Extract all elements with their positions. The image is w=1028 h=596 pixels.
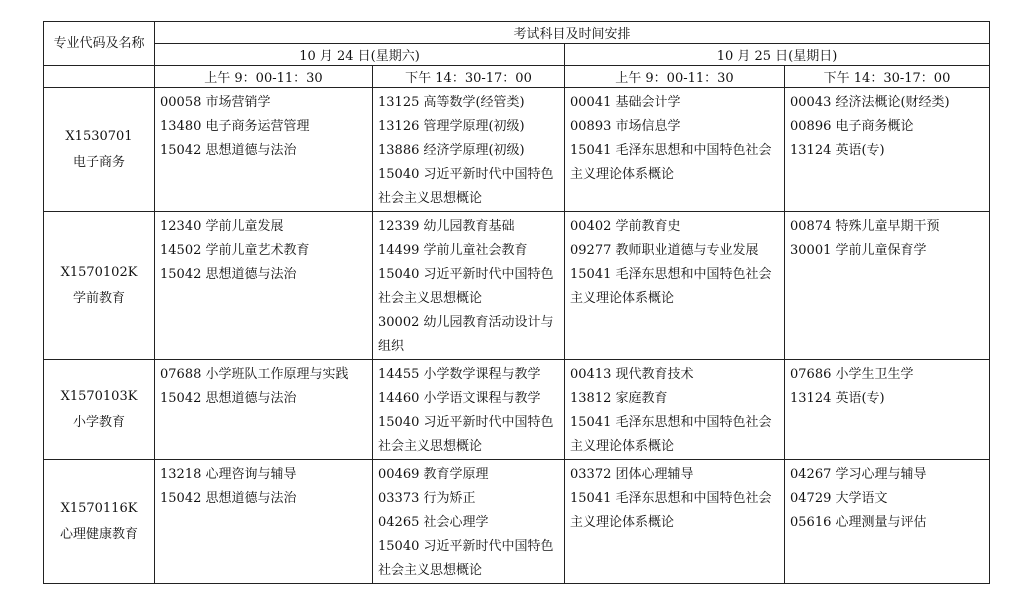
exam-title: 考试科目及时间安排 (155, 22, 990, 44)
table-row (44, 460, 990, 584)
subject-cell (565, 212, 785, 360)
subject-line: 00041 基础会计学 (570, 95, 681, 110)
subject-line: 15040 习近平新时代中国特色 (378, 167, 554, 182)
major-name: 学前教育 (72, 290, 125, 306)
major-code: X1530701 (65, 128, 133, 144)
subject-line: 03372 团体心理辅导 (570, 467, 694, 482)
subject-line: 07688 小学班队工作原理与实践 (160, 367, 349, 382)
slot-header: 下午 14：30-17：00 (785, 66, 990, 88)
subject-line: 13126 管理学原理(初级) (378, 119, 525, 134)
subject-cell (565, 460, 785, 584)
subject-line: 14460 小学语文课程与教学 (378, 391, 541, 406)
exam-schedule-table (43, 21, 990, 584)
major-header: 专业代码及名称 (44, 22, 155, 66)
subject-cell (565, 360, 785, 460)
subject-line: 社会主义思想概论 (378, 291, 483, 306)
subject-cell (785, 212, 990, 360)
major-cell (44, 88, 155, 212)
subject-line: 04265 社会心理学 (378, 515, 489, 530)
subject-line: 00896 电子商务概论 (790, 119, 914, 134)
subject-line: 00043 经济法概论(财经类) (790, 95, 950, 110)
subject-cell (155, 88, 373, 212)
major-cell (44, 212, 155, 360)
subject-line: 13124 英语(专) (790, 391, 885, 406)
subject-line: 15040 习近平新时代中国特色 (378, 539, 554, 554)
header-row-slots (44, 66, 990, 88)
subject-line: 15040 习近平新时代中国特色 (378, 267, 554, 282)
subject-line: 00874 特殊儿童早期干预 (790, 219, 940, 234)
subject-line: 04729 大学语文 (790, 491, 888, 506)
subject-line: 30002 幼儿园教育活动设计与 (378, 315, 554, 330)
subject-line: 14455 小学数学课程与教学 (378, 367, 541, 382)
subject-line: 社会主义思想概论 (378, 563, 483, 578)
subject-line: 09277 教师职业道德与专业发展 (570, 243, 759, 258)
subject-cell (565, 88, 785, 212)
subject-line: 07686 小学生卫生学 (790, 367, 914, 382)
major-name: 心理健康教育 (59, 526, 138, 542)
subject-line: 15042 思想道德与法治 (160, 391, 297, 406)
subject-line: 00058 市场营销学 (160, 95, 271, 110)
subject-line: 15041 毛泽东思想和中国特色社会 (570, 143, 772, 158)
subject-line: 主义理论体系概论 (570, 167, 675, 182)
subject-line: 30001 学前儿童保育学 (790, 243, 927, 258)
blank-header-cell (44, 66, 155, 88)
header-row-days (44, 44, 990, 66)
subject-line: 13480 电子商务运营管理 (160, 119, 310, 134)
day-header: 10 月 24 日(星期六) (155, 44, 565, 66)
subject-cell (155, 360, 373, 460)
subject-line: 05616 心理测量与评估 (790, 515, 927, 530)
subject-line: 15040 习近平新时代中国特色 (378, 415, 554, 430)
subject-line: 14502 学前儿童艺术教育 (160, 243, 310, 258)
subject-line: 04267 学习心理与辅导 (790, 467, 927, 482)
subject-line: 13218 心理咨询与辅导 (160, 467, 297, 482)
major-cell (44, 360, 155, 460)
subject-line: 组织 (378, 339, 405, 354)
day-header: 10 月 25 日(星期日) (565, 44, 990, 66)
subject-line: 12339 幼儿园教育基础 (378, 219, 515, 234)
subject-cell (785, 460, 990, 584)
subject-cell (373, 88, 565, 212)
subject-cell (155, 212, 373, 360)
subject-cell (785, 88, 990, 212)
major-name: 小学教育 (72, 414, 125, 430)
subject-line: 00402 学前教育史 (570, 219, 681, 234)
subject-line: 社会主义思想概论 (378, 191, 483, 206)
subject-line: 00469 教育学原理 (378, 467, 489, 482)
subject-line: 15041 毛泽东思想和中国特色社会 (570, 491, 772, 506)
subject-cell (155, 460, 373, 584)
header-row-title (44, 22, 990, 44)
subject-cell (373, 460, 565, 584)
subject-line: 13125 高等数学(经管类) (378, 95, 525, 110)
table-row (44, 360, 990, 460)
subject-line: 00893 市场信息学 (570, 119, 681, 134)
subject-line: 15042 思想道德与法治 (160, 267, 297, 282)
major-code: X1570102K (60, 264, 138, 280)
slot-header: 上午 9：00-11：30 (155, 66, 373, 88)
subject-line: 03373 行为矫正 (378, 491, 476, 506)
major-code: X1570103K (60, 388, 138, 404)
subject-line: 主义理论体系概论 (570, 515, 675, 530)
subject-cell (373, 360, 565, 460)
subject-line: 14499 学前儿童社会教育 (378, 243, 528, 258)
subject-line: 13124 英语(专) (790, 143, 885, 158)
subject-line: 13886 经济学原理(初级) (378, 143, 525, 158)
table-row (44, 88, 990, 212)
subject-line: 15041 毛泽东思想和中国特色社会 (570, 267, 772, 282)
slot-header: 上午 9：00-11：30 (565, 66, 785, 88)
subject-line: 12340 学前儿童发展 (160, 219, 284, 234)
subject-line: 主义理论体系概论 (570, 291, 675, 306)
subject-line: 社会主义思想概论 (378, 439, 483, 454)
subject-line: 15041 毛泽东思想和中国特色社会 (570, 415, 772, 430)
subject-cell (785, 360, 990, 460)
table-row (44, 212, 990, 360)
subject-line: 13812 家庭教育 (570, 391, 668, 406)
major-code: X1570116K (60, 500, 138, 516)
subject-line: 15042 思想道德与法治 (160, 143, 297, 158)
subject-line: 15042 思想道德与法治 (160, 491, 297, 506)
major-name: 电子商务 (72, 154, 125, 170)
subject-line: 00413 现代教育技术 (570, 367, 694, 382)
slot-header: 下午 14：30-17：00 (373, 66, 565, 88)
subject-cell (373, 212, 565, 360)
subject-line: 主义理论体系概论 (570, 439, 675, 454)
major-cell (44, 460, 155, 584)
